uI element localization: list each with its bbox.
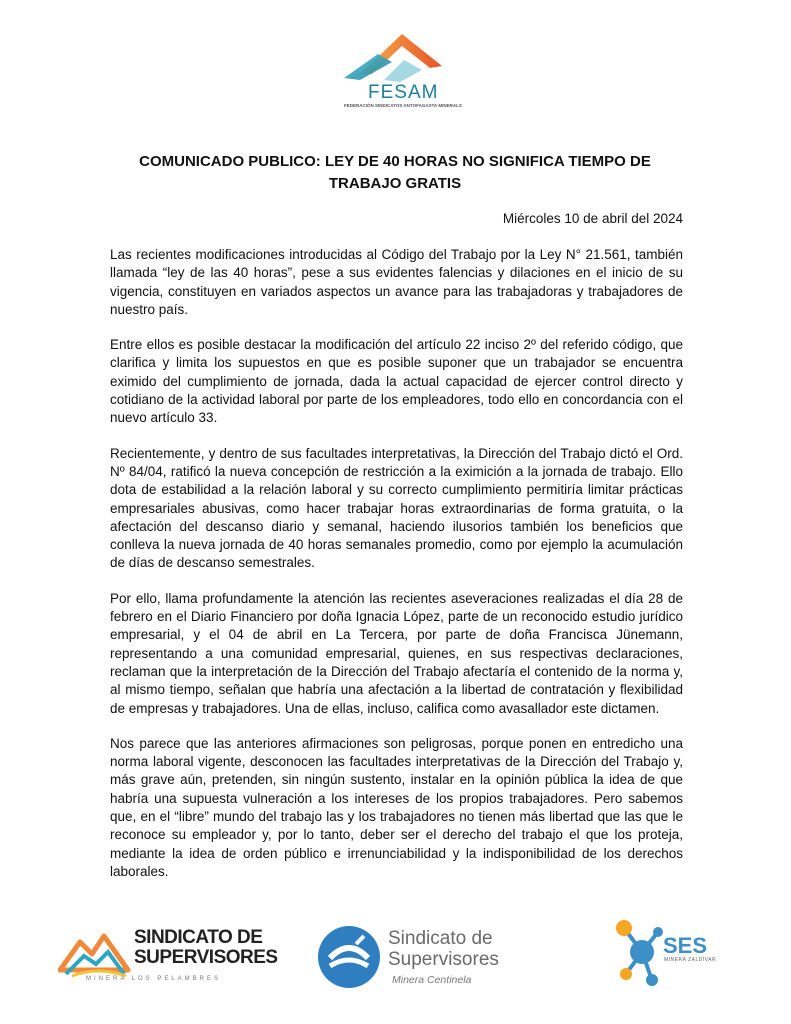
document-body [110, 246, 683, 898]
sindicato-mlp-logo-mark [58, 926, 138, 978]
paragraph: Entre ellos es posible destacar la modificación del artículo 22 inciso 2º del referido código, que clarifica y limita los supuestos en que es posible suponer que un trabajador se encuentra eximido del cumplimiento de jornada, dada la actual capacidad de ejercer control directo y cotidiano de la actividad laboral por parte de los empleadores, todo ello en concordancia con el nuevo artículo 33. [110, 337, 683, 426]
paragraph: Por ello, llama profundamente la atención las recientes aseveraciones realizadas el día 28 de febrero en el Diario Financiero por doña Ignacia López, parte de un reconocido estudio jurídico empresarial, y el 04 de abril en La Tercera, por parte de doña Francisca Jünemann, representando a una comunidad empresarial, quienes, en sus respectivas declaraciones, reclaman que la interpretación de la Dirección del Trabajo afectaría el contenido de la norma y, al mismo tiempo, señalan que habría una afectación a la libertad de contratación y flexibilidad de empresas y trabajadores. Una de ellas, incluso, califica como avasallador este dictamen. [110, 590, 683, 716]
sindicato-mlp-tagline: MINERA LOS PELAMBRES [86, 976, 222, 982]
fesam-logo-subtitle: FEDERACIÓN SINDICATOS ANTOFAGASTA MINERALS [344, 103, 462, 108]
centinela-logo-mark [316, 924, 382, 990]
fesam-logo-name: FESAM [368, 82, 439, 103]
paragraph: Las recientes modificaciones introducidas al Código del Trabajo por la Ley N° 21.561, también llamada “ley de las 40 horas”, pese a sus evidentes falencias y dilaciones en el inicio de su vigencia, constituyen en variados aspectos un avance para las trabajadoras y trabajadores de nuestro país. [110, 247, 683, 317]
sindicato-mlp-line2: SUPERVISORES [134, 947, 278, 968]
paragraph: Nos parece que las anteriores afirmaciones son peligrosas, porque ponen en entredicho una norma laboral vigente, desconocen las facultades interpretativas de la Dirección del Trabajo y, más grave aún, pretenden, sin ningún sustento, instalar en la opinión pública la idea de que habría una supuesta vulneración a los intereses de los propios trabajadores. Pero sabemos que, en el “libre” mundo del trabajo las y los trabajadores no tienen más libertad que las que le reconoce su empleador y, por lo tanto, deber ser el derecho del trabajo el que los proteja, mediante la idea de orden público e irrenunciabilidad y la indisponibilidad de los derechos laborales. [110, 735, 683, 879]
document-date: Miércoles 10 de abril del 2024 [502, 211, 683, 226]
centinela-line2: Supervisores [388, 949, 499, 970]
ses-molecule-icon [612, 918, 668, 988]
centinela-line1: Sindicato de [388, 928, 493, 949]
ses-logo-name: SES [663, 933, 708, 958]
sindicato-mlp-line1: SINDICATO DE [134, 927, 263, 948]
paragraph: Recientemente, y dentro de sus facultades interpretativas, la Dirección del Trabajo dictó el Ord. Nº 84/04, ratificó la nueva concepción de restricción a la eximición a la jornada de trabajo. Ello dota de estabilidad a la relación laboral y su correcto cumplimiento permitiría limitar prácticas empresariales abusivas, como hacer trabajar horas extraordinarias de forma gratuita, o la afectación del descanso diario y semanal, haciendo ilusorios también los beneficios que conlleva la nueva jornada de 40 horas semanales promedio, como por ejemplo la acumulación de días de descanso semestrales. [110, 445, 683, 571]
document-title: COMUNICADO PUBLICO: LEY DE 40 HORAS NO SIGNIFICA TIEMPO DE TRABAJO GRATIS [139, 153, 651, 192]
ses-logo-tagline: MINERA ZALDÍVAR [664, 957, 717, 963]
centinela-line3: Minera Centinela [392, 974, 472, 986]
